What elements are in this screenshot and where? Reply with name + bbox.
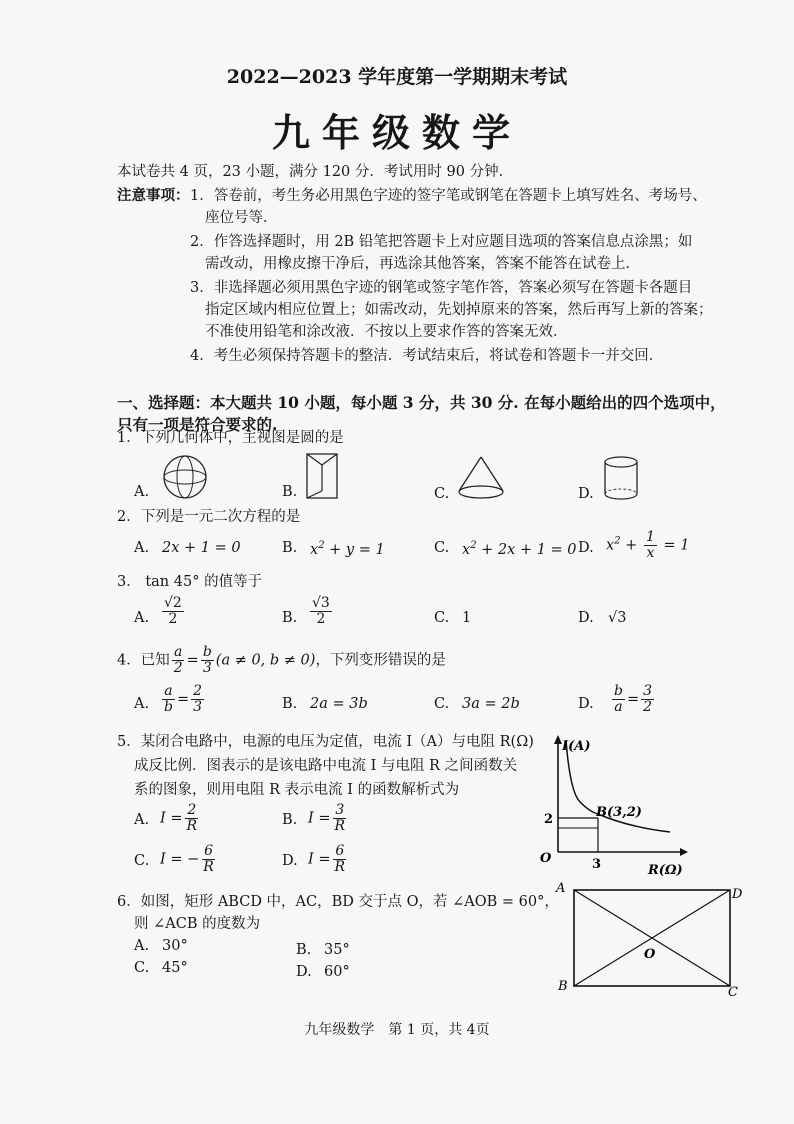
option-label: B. [296, 942, 312, 958]
notice-label: 注意事项： [117, 187, 190, 204]
x-tick-label: 3 [592, 857, 602, 872]
center-o-label: O [644, 947, 656, 962]
option-label: A. [134, 484, 150, 500]
question-3-stem: 3． tan 45° 的值等于 [117, 574, 263, 590]
page-footer: 九年级数学 第 1 页，共 4页 [304, 1022, 490, 1038]
notice-line: 不准使用铅笔和涂改液．不按以上要求作答的答案无效． [205, 324, 568, 340]
point-label: B(3,2) [596, 805, 642, 820]
option-b-value: $\frac{√3}{2}$ [312, 595, 330, 627]
option-label: D. [578, 610, 594, 626]
question-4-stem: 4．已知 $\frac{a}{2}$ = $\frac{b}{3}$ (a ≠ 0, b ≠ 0)，下列变形错误的是 [117, 644, 446, 676]
notice-line: 2．作答选择题时，用 2B 铅笔把答题卡上对应题目选项的答案信息点涂黑；如 [190, 234, 693, 250]
cylinder-figure [601, 455, 641, 503]
option-label: A. [134, 540, 150, 556]
option-d-value: $\frac{b}{a}$ = $\frac{3}{2}$ [614, 683, 653, 715]
option-label: A. [134, 610, 150, 626]
option-c-value: 3a = 2b [462, 696, 520, 712]
option-label: C. [434, 486, 450, 502]
option-d-value: √3 [608, 610, 627, 626]
question-6-stem: 则 ∠ACB 的度数为 [134, 916, 261, 932]
option-label: D. [296, 964, 312, 980]
option-c-value: 45° [162, 960, 188, 976]
option-label: C. [434, 696, 450, 712]
option-label: D. [578, 540, 594, 556]
vertex-d-label: D [732, 887, 742, 902]
question-6-stem: 6．如图，矩形 ABCD 中，AC，BD 交于点 O，若 ∠AOB = 60°， [117, 894, 559, 910]
prism-figure [304, 451, 340, 501]
x-axis-label: R(Ω) [648, 863, 683, 877]
option-label: B. [282, 696, 298, 712]
option-label: C. [434, 540, 450, 556]
section-heading: 只有一项是符合要求的. [117, 415, 278, 434]
option-a-value: $\frac{a}{b}$ = $\frac{2}{3}$ [164, 683, 203, 715]
option-label: D. [578, 486, 594, 502]
option-a-value: $\frac{√2}{2}$ [164, 595, 182, 627]
option-label: C. [134, 853, 150, 869]
option-b-value: $x^2 + y = 1$ [310, 540, 385, 558]
option-a-value: I = $\frac{2}{R}$ [160, 802, 198, 834]
option-label: B. [282, 812, 298, 828]
option-c-value: 1 [462, 610, 472, 626]
inverse-proportion-graph [528, 732, 688, 877]
option-a-value: 2x + 1 = 0 [162, 540, 241, 556]
notice-line: 4．考生必须保持答题卡的整洁．考试结束后，将试卷和答题卡一并交回． [190, 348, 664, 364]
question-1-stem: 1．下列几何体中，主视图是圆的是 [117, 430, 344, 446]
y-tick-label: 2 [544, 812, 554, 827]
option-b-value: I = $\frac{3}{R}$ [308, 802, 346, 834]
vertex-c-label: C [728, 985, 738, 1000]
option-label: B. [282, 610, 298, 626]
y-axis-label: I(A) [562, 739, 591, 754]
notice-line: 座位号等． [205, 210, 278, 226]
option-label: A. [134, 696, 150, 712]
vertex-b-label: B [558, 979, 568, 994]
y-axis-arrow [554, 735, 562, 744]
option-d-value: I = $\frac{6}{R}$ [308, 843, 346, 875]
origin-label: O [540, 851, 552, 866]
option-d-value: $x^2$ + $\frac{1}{x}$ = 1 [606, 529, 690, 561]
option-label: D. [578, 696, 594, 712]
option-c-value: I = − $\frac{6}{R}$ [160, 843, 214, 875]
question-5-stem: 5．某闭合电路中，电源的电压为定值，电流 I（A）与电阻 R(Ω) [117, 734, 534, 750]
question-2-stem: 2．下列是一元二次方程的是 [117, 509, 301, 525]
exam-year-title: 2022—2023 学年度第一学期期末考试 [226, 66, 568, 88]
cone-figure [456, 455, 506, 501]
notice-line: 指定区域内相应位置上；如需改动，先划掉原来的答案，然后再写上新的答案； [205, 302, 713, 318]
notice-line: 1．答卷前，考生务必用黑色字迹的签字笔或钢笔在答题卡上填写姓名、考场号、 [190, 188, 707, 204]
rectangle-figure [552, 878, 742, 1000]
exam-intro: 本试卷共 4 页，23 小题，满分 120 分．考试用时 90 分钟． [117, 164, 514, 180]
option-label: D. [282, 853, 298, 869]
question-5-stem: 成反比例．图表示的是该电路中电流 I 与电阻 R 之间函数关 [134, 758, 518, 774]
option-label: A. [134, 938, 150, 954]
vertex-a-label: A [556, 881, 566, 896]
option-label: B. [282, 484, 298, 500]
notice-line: 需改动，用橡皮擦干净后，再选涂其他答案，答案不能答在试卷上． [205, 256, 640, 272]
exam-subject-title: 九年级数学 [271, 110, 522, 155]
section-heading: 一、选择题：本大题共 10 小题，每小题 3 分，共 30 分. 在每小题给出的四个选项中， [117, 393, 726, 412]
notice-line: 3．非选择题必须用黑色字迹的钢笔或签字笔作答，答案必须写在答题卡各题目 [190, 280, 693, 296]
option-b-value: 2a = 3b [310, 696, 368, 712]
option-b-value: 35° [324, 942, 350, 958]
option-label: C. [134, 960, 150, 976]
question-5-stem: 系的图象，则用电阻 R 表示电流 I 的函数解析式为 [134, 782, 460, 798]
sphere-figure [160, 453, 210, 501]
option-d-value: 60° [324, 964, 350, 980]
x-axis-arrow [680, 848, 688, 856]
option-label: C. [434, 610, 450, 626]
option-label: A. [134, 812, 150, 828]
option-c-value: $x^2 + 2x + 1 = 0$ [462, 540, 577, 558]
option-a-value: 30° [162, 938, 188, 954]
option-label: B. [282, 540, 298, 556]
